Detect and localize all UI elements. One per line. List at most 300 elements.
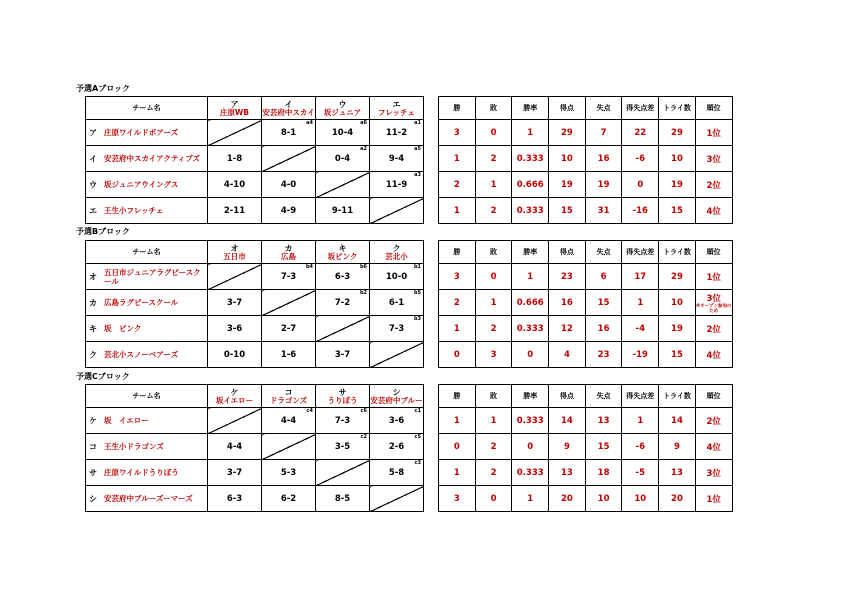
rank-cell [695,316,732,342]
stat-cell [622,486,659,512]
score-value: 5-3 [280,467,297,478]
score-cell [316,486,370,512]
team-name-header: チーム名 [86,97,208,120]
stat-cell [512,264,549,290]
rank-note: ※オープン参加のため [695,303,732,314]
stat-header: 勝率 [512,385,549,408]
score-cell [370,408,424,434]
stat-cell [585,290,622,316]
stat-cell [622,342,659,368]
stat-value: 1 [453,205,460,216]
match-row [86,290,424,316]
match-order-tag: b2 [359,290,367,296]
rank-cell [695,120,732,146]
match-row [86,120,424,146]
diagonal-cell [316,316,370,342]
score-cell [316,146,370,172]
standings-row [439,120,769,146]
opponent-letter: コ [284,387,293,397]
stat-value: 4位 [706,350,721,361]
standings-row [439,172,769,198]
team-letter: シ [89,494,97,503]
stat-header: 勝 [439,241,476,264]
match-row [86,264,424,290]
score-cell [208,290,262,316]
team-cell [86,460,208,486]
match-table [85,240,424,368]
stat-value: 3 [453,493,460,504]
opponent-letter: ク [392,243,401,253]
score-value: 4-10 [223,179,246,190]
score-cell [316,408,370,434]
opponent-name: 広島 [281,251,296,261]
score-cell [316,120,370,146]
score-value: 7-3 [388,323,405,334]
stat-cell [659,120,696,146]
stat-value: 10 [597,493,610,504]
stat-value: 1 [527,127,534,138]
stat-cell [512,434,549,460]
stat-value: 29 [671,271,683,282]
score-cell [370,146,424,172]
opponent-letter: エ [392,99,401,109]
stat-value: 1 [527,493,534,504]
stat-value: 2 [490,323,497,334]
stat-cell [585,434,622,460]
diagonal-cell [262,146,316,172]
stat-value: 15 [671,205,683,216]
diagonal-cell [370,342,424,368]
stat-cell [512,290,549,316]
standings-row [439,290,769,316]
stat-value: 14 [560,415,573,426]
team-name: 五日市ジュニアラグビースクール [104,267,201,286]
score-cell [370,460,424,486]
match-row [86,408,424,434]
rank-cell [695,486,732,512]
stat-cell [659,316,696,342]
score-value: 0-4 [334,153,351,164]
stat-value: 9 [563,441,570,452]
score-value: 8-5 [334,493,351,504]
stat-value: 0 [527,441,534,452]
standings-table [438,240,769,368]
opponent-header [208,385,262,408]
stat-cell [549,486,586,512]
match-order-tag: c2 [360,434,367,440]
standings-row [439,264,769,290]
match-order-tag: b4 [305,264,313,270]
standings-header-row [439,97,769,120]
stat-cell [549,146,586,172]
stat-header: 勝 [439,97,476,120]
match-order-tag: a3 [414,172,421,178]
stat-value: 0 [490,271,497,282]
stat-header: 得失点差 [622,385,659,408]
diagonal-cell [370,198,424,224]
stat-cell [585,342,622,368]
match-order-tag: c4 [306,408,313,414]
score-cell [208,486,262,512]
score-value: 10-4 [331,127,354,138]
stat-value: 19 [671,179,683,190]
stat-value: 31 [597,205,610,216]
team-letter: サ [89,468,97,477]
score-cell [262,198,316,224]
team-letter: コ [89,442,97,451]
stat-value: 14 [671,415,683,426]
team-cell [86,408,208,434]
opponent-header [262,385,316,408]
stat-cell [512,172,549,198]
score-value: 6-2 [280,493,297,504]
score-cell [208,342,262,368]
stat-value: 1位 [706,494,721,505]
opponent-header [370,241,424,264]
opponent-header [262,241,316,264]
diagonal-cell [208,120,262,146]
stat-cell [659,408,696,434]
stat-cell [439,290,476,316]
stat-value: 0 [490,127,497,138]
match-order-tag: b5 [413,290,421,296]
stat-header: 順位 [695,97,732,120]
stat-cell [585,120,622,146]
opponent-letter: オ [230,243,239,253]
stat-value: 15 [671,349,683,360]
match-row [86,198,424,224]
stat-value: 1位 [706,272,721,283]
team-name: 安芸府中スカイアクティブズ [104,154,200,163]
opponent-header [370,385,424,408]
stat-value: 22 [634,127,647,138]
score-value: 4-4 [226,441,243,452]
score-value: 7-3 [334,415,351,426]
team-name: 安芸府中ブルーズーマーズ [104,494,193,503]
opponent-name: 芸北小 [385,251,408,261]
match-order-tag: a4 [306,120,313,126]
match-row [86,316,424,342]
stat-value: 3 [453,127,460,138]
team-name: 王生小ドラゴンズ [104,442,164,451]
stat-value: 1 [453,323,460,334]
opponent-name: 庄原WB [220,107,249,117]
stat-cell [439,120,476,146]
stat-value: 0.333 [516,467,544,478]
score-cell [316,264,370,290]
team-cell [86,316,208,342]
stat-cell [439,486,476,512]
stat-cell [549,290,586,316]
score-cell [262,120,316,146]
diagonal-cell [208,264,262,290]
opponent-header [316,385,370,408]
standings-row [439,146,769,172]
team-cell [86,146,208,172]
stat-value: 1 [490,179,497,190]
stat-cell [659,172,696,198]
opponent-name: フレッチェ [378,107,415,117]
opponent-name: 坂イエロー [215,395,254,405]
stat-value: 15 [597,441,610,452]
rank-cell [695,408,732,434]
stat-cell [475,408,512,434]
stat-cell [475,146,512,172]
match-row [86,486,424,512]
stat-cell [622,120,659,146]
stat-header: 失点 [585,97,622,120]
opponent-header [370,97,424,120]
stat-header: 勝率 [512,241,549,264]
standings-row [439,460,769,486]
score-value: 6-3 [334,271,351,282]
match-order-tag: c5 [414,434,421,440]
stat-cell [549,264,586,290]
opponent-letter: サ [338,387,347,397]
stat-value: 3 [490,349,497,360]
match-order-tag: c3 [414,460,421,466]
match-table [85,96,424,224]
team-name: 芸北小スノーベアーズ [104,350,179,359]
score-value: 0-10 [223,349,246,360]
team-letter: ケ [89,416,97,425]
score-value: 6-3 [226,493,243,504]
stat-cell [622,460,659,486]
opponent-name: 安芸府中スカイ [262,107,315,117]
score-value: 1-8 [226,153,243,164]
stat-cell [475,460,512,486]
diagonal-cell [316,460,370,486]
score-cell [262,486,316,512]
stat-value: 17 [634,271,647,282]
score-cell [208,172,262,198]
rank-cell [695,434,732,460]
stat-value: 9 [674,441,680,452]
stat-cell [549,460,586,486]
stat-cell [512,408,549,434]
stat-value: 10 [560,153,573,164]
stat-cell [475,486,512,512]
match-order-tag: a2 [360,146,367,152]
stat-value: 2 [453,297,460,308]
score-cell [208,460,262,486]
score-value: 2-6 [388,441,405,452]
team-letter: エ [89,206,97,215]
score-cell [262,460,316,486]
stat-header: 敗 [475,385,512,408]
standings-row [439,316,769,342]
stat-value: 2 [490,467,497,478]
score-cell [208,316,262,342]
score-cell [262,264,316,290]
team-letter: オ [89,272,97,281]
stat-value: 15 [560,205,573,216]
diagonal-cell [370,486,424,512]
standings-row [439,408,769,434]
stat-value: 3位 [706,293,721,304]
score-value: 3-7 [334,349,351,360]
stat-cell [659,486,696,512]
match-order-tag: b1 [413,264,421,270]
stat-value: 3位 [706,154,721,165]
standings-row [439,434,769,460]
standings-row [439,342,769,368]
stat-value: 10 [671,297,683,308]
stat-cell [512,146,549,172]
opponent-header [208,97,262,120]
match-order-tag: a6 [360,120,367,126]
stat-value: 19 [671,323,683,334]
stat-header: 敗 [475,97,512,120]
score-cell [370,434,424,460]
stat-value: 2 [490,441,497,452]
score-cell [208,146,262,172]
opponent-name: 安芸府中ブルー [370,395,423,405]
score-value: 11-9 [385,179,408,190]
score-value: 7-2 [334,297,351,308]
stat-value: 2 [490,153,497,164]
rank-cell [695,172,732,198]
match-row [86,342,424,368]
opponent-letter: シ [392,387,401,397]
score-cell [262,342,316,368]
score-value: 9-4 [388,153,405,164]
stat-value: 0.666 [516,179,544,190]
stat-value: 3 [453,271,460,282]
stat-value: 23 [597,349,610,360]
team-cell [86,486,208,512]
stat-value: 19 [560,179,573,190]
stat-value: 4 [563,349,570,360]
stat-cell [439,434,476,460]
stat-value: -6 [635,153,645,164]
stat-cell [549,120,586,146]
stat-value: 0 [453,441,460,452]
stat-cell [475,120,512,146]
opponent-letter: ア [230,99,239,109]
stat-cell [659,460,696,486]
rank-cell [695,342,732,368]
stat-header: 得点 [549,241,586,264]
stat-value: 29 [671,127,683,138]
diagonal-cell [262,434,316,460]
team-name-header: チーム名 [86,241,208,264]
score-cell [316,198,370,224]
score-value: 3-7 [226,297,243,308]
stat-value: -19 [632,349,648,360]
standings-header-row [439,241,769,264]
stat-cell [439,408,476,434]
team-letter: カ [89,298,97,307]
stat-value: 4位 [706,442,721,453]
diagonal-cell [262,290,316,316]
stat-cell [439,172,476,198]
diagonal-cell [316,172,370,198]
standings-row [439,486,769,512]
score-value: 9-11 [331,205,354,216]
stat-header: 勝 [439,385,476,408]
stat-value: -16 [632,205,648,216]
team-cell [86,290,208,316]
score-value: 3-7 [226,467,243,478]
team-letter: イ [89,154,97,163]
stat-value: 23 [560,271,573,282]
stat-cell [475,172,512,198]
stat-cell [475,342,512,368]
team-cell [86,342,208,368]
stat-value: 1 [527,271,534,282]
match-order-tag: b3 [413,316,421,322]
opponent-name: 五日市 [223,251,246,261]
stat-cell [549,316,586,342]
team-letter: ク [89,350,97,359]
team-letter: キ [89,324,97,333]
score-cell [370,172,424,198]
stat-cell [622,198,659,224]
stat-value: 16 [597,323,610,334]
stat-value: -6 [635,441,645,452]
stat-cell [585,486,622,512]
match-row [86,172,424,198]
stat-value: 0.666 [516,297,544,308]
stat-cell [585,198,622,224]
stat-cell [585,264,622,290]
stat-value: 0 [453,349,460,360]
score-value: 1-6 [280,349,297,360]
opponent-letter: イ [284,99,293,109]
stat-value: 1 [453,153,460,164]
stat-header: 得点 [549,385,586,408]
stat-value: 7 [600,127,607,138]
stat-cell [585,460,622,486]
stat-cell [549,172,586,198]
stat-cell [585,408,622,434]
header-row [86,241,424,264]
block-title: 予選Aブロック [76,84,131,93]
stat-value: -5 [635,467,645,478]
stat-cell [622,290,659,316]
stat-value: 18 [597,467,610,478]
stat-value: 1 [637,415,644,426]
score-cell [316,342,370,368]
stat-cell [475,316,512,342]
opponent-name: 坂ジュニア [323,107,362,117]
stat-value: 1 [637,297,644,308]
stat-cell [512,120,549,146]
team-name: 坂ジュニアウイングス [104,180,179,189]
match-order-tag: b6 [359,264,367,270]
opponent-letter: キ [338,243,347,253]
stat-value: 29 [560,127,573,138]
stat-value: 13 [560,467,573,478]
stat-value: 2位 [706,180,721,191]
score-cell [262,316,316,342]
stat-cell [659,146,696,172]
stat-cell [622,408,659,434]
stat-cell [585,316,622,342]
team-name: 坂 イエロー [104,416,149,425]
opponent-name: うりぼう [327,395,358,405]
rank-cell [695,460,732,486]
stat-header: 順位 [695,241,732,264]
team-cell [86,264,208,290]
standings-row [439,198,769,224]
stat-header: 勝率 [512,97,549,120]
stat-cell [659,290,696,316]
stat-value: 0.333 [516,415,544,426]
team-name-header: チーム名 [86,385,208,408]
diagonal-cell [208,408,262,434]
